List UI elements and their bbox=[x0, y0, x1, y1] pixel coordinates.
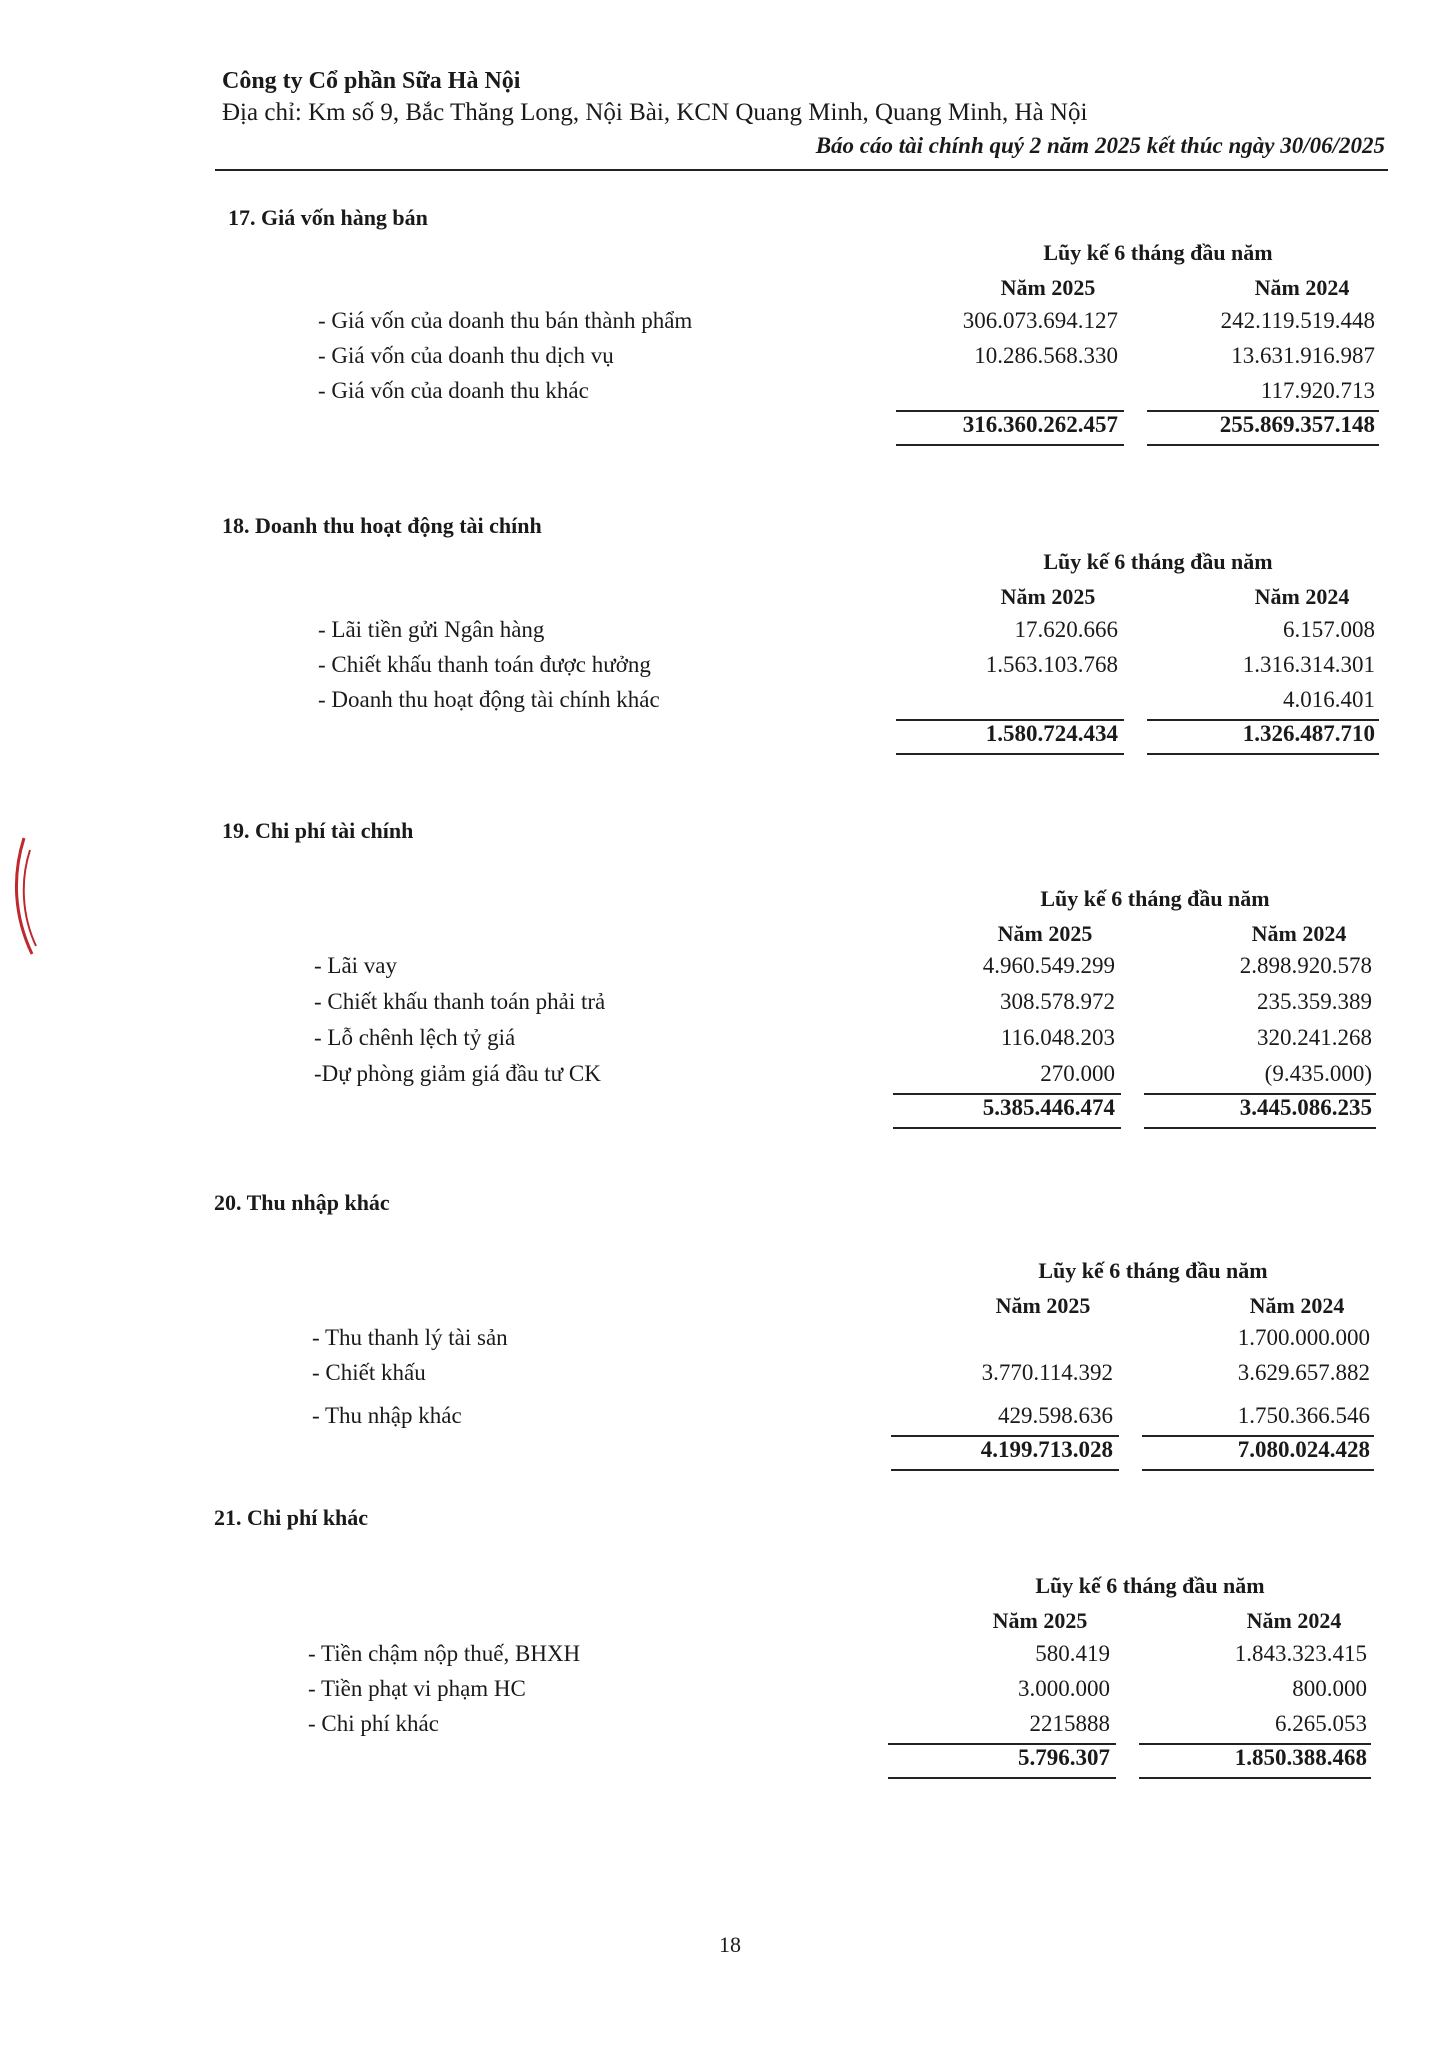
line-item-label: - Giá vốn của doanh thu dịch vụ bbox=[318, 343, 614, 368]
line-item-value-2025: 3.770.114.392 bbox=[981, 1360, 1113, 1385]
line-item-value-2025: 17.620.666 bbox=[1014, 617, 1118, 642]
total-value-2024: 3.445.086.235 bbox=[1239, 1095, 1372, 1120]
line-item-value-2025: 3.000.000 bbox=[1018, 1676, 1110, 1701]
column-header-2024: Năm 2024 bbox=[1254, 584, 1350, 609]
line-item-value-2025: 306.073.694.127 bbox=[962, 308, 1118, 333]
column-header-2025: Năm 2025 bbox=[992, 1608, 1088, 1633]
line-item-label: -Dự phòng giảm giá đầu tư CK bbox=[314, 1061, 601, 1086]
line-item-label: - Tiền phạt vi phạm HC bbox=[308, 1676, 526, 1701]
section-title: 17. Giá vốn hàng bán bbox=[228, 205, 428, 230]
line-item-label: - Thu thanh lý tài sản bbox=[312, 1325, 508, 1350]
line-item-value-2025: 429.598.636 bbox=[998, 1403, 1113, 1428]
total-rule-2024 bbox=[1142, 1469, 1374, 1471]
total-value-2024: 1.326.487.710 bbox=[1242, 721, 1375, 746]
line-item-value-2024: 235.359.389 bbox=[1257, 989, 1372, 1014]
column-header-2024: Năm 2024 bbox=[1251, 921, 1347, 946]
line-item-value-2024: 242.119.519.448 bbox=[1220, 308, 1375, 333]
line-item-value-2025: 10.286.568.330 bbox=[974, 343, 1118, 368]
line-item-label: - Chiết khấu thanh toán phải trả bbox=[314, 989, 606, 1014]
line-item-label: - Doanh thu hoạt động tài chính khác bbox=[318, 687, 660, 712]
section-title: 19. Chi phí tài chính bbox=[222, 818, 414, 843]
line-item-value-2024: 117.920.713 bbox=[1260, 378, 1375, 403]
total-rule-2025 bbox=[896, 753, 1124, 755]
total-rule-2024 bbox=[1147, 444, 1379, 446]
total-value-2024: 255.869.357.148 bbox=[1219, 412, 1375, 437]
column-header-2025: Năm 2025 bbox=[1000, 584, 1096, 609]
section-title: 20. Thu nhập khác bbox=[214, 1190, 390, 1215]
column-header-2025: Năm 2025 bbox=[995, 1293, 1091, 1318]
line-item-value-2024: 1.700.000.000 bbox=[1237, 1325, 1370, 1350]
column-group-header: Lũy kế 6 tháng đầu năm bbox=[1040, 886, 1270, 911]
page-number: 18 bbox=[719, 1932, 741, 1957]
section-title: 18. Doanh thu hoạt động tài chính bbox=[222, 513, 542, 538]
total-rule-2025 bbox=[888, 1777, 1116, 1779]
line-item-value-2024: 2.898.920.578 bbox=[1239, 953, 1372, 978]
line-item-value-2024: 13.631.916.987 bbox=[1231, 343, 1375, 368]
column-header-2024: Năm 2024 bbox=[1249, 1293, 1345, 1318]
line-item-value-2024: 800.000 bbox=[1292, 1676, 1367, 1701]
line-item-value-2024: (9.435.000) bbox=[1264, 1061, 1372, 1086]
line-item-label: - Thu nhập khác bbox=[312, 1403, 462, 1428]
company-name: Công ty Cổ phần Sữa Hà Nội bbox=[222, 68, 521, 94]
line-item-label: - Tiền chậm nộp thuế, BHXH bbox=[308, 1641, 581, 1666]
line-item-value-2024: 320.241.268 bbox=[1257, 1025, 1372, 1050]
total-value-2025: 5.796.307 bbox=[1018, 1745, 1110, 1770]
line-item-value-2025: 1.563.103.768 bbox=[985, 652, 1118, 677]
line-item-label: - Giá vốn của doanh thu bán thành phẩm bbox=[318, 308, 693, 333]
report-title: Báo cáo tài chính quý 2 năm 2025 kết thúc ngày 30/06/2025 bbox=[815, 133, 1385, 158]
column-group-header: Lũy kế 6 tháng đầu năm bbox=[1035, 1573, 1265, 1598]
total-rule-2025 bbox=[893, 1127, 1121, 1129]
line-item-value-2025: 2215888 bbox=[1029, 1711, 1110, 1736]
total-value-2025: 1.580.724.434 bbox=[985, 721, 1118, 746]
line-item-label: - Giá vốn của doanh thu khác bbox=[318, 378, 589, 403]
total-value-2025: 4.199.713.028 bbox=[980, 1437, 1113, 1462]
line-item-value-2024: 4.016.401 bbox=[1283, 687, 1375, 712]
line-item-label: - Chiết khấu thanh toán được hưởng bbox=[318, 652, 651, 677]
line-item-label: - Lỗ chênh lệch tỷ giá bbox=[314, 1025, 516, 1050]
line-item-value-2025: 270.000 bbox=[1040, 1061, 1115, 1086]
column-header-2024: Năm 2024 bbox=[1254, 275, 1350, 300]
column-group-header: Lũy kế 6 tháng đầu năm bbox=[1043, 549, 1273, 574]
line-item-value-2024: 1.316.314.301 bbox=[1242, 652, 1375, 677]
total-rule-2024 bbox=[1147, 753, 1379, 755]
column-header-2024: Năm 2024 bbox=[1246, 1608, 1342, 1633]
line-item-label: - Chiết khấu bbox=[312, 1360, 426, 1385]
section-title: 21. Chi phí khác bbox=[214, 1505, 369, 1530]
document-header bbox=[222, 66, 1390, 161]
company-address: Địa chỉ: Km số 9, Bắc Thăng Long, Nội Bài, KCN Quang Minh, Quang Minh, Hà Nội bbox=[222, 99, 1088, 126]
line-item-value-2025: 116.048.203 bbox=[1000, 1025, 1115, 1050]
total-value-2024: 1.850.388.468 bbox=[1234, 1745, 1367, 1770]
line-item-value-2024: 1.843.323.415 bbox=[1234, 1641, 1367, 1666]
total-rule-2025 bbox=[896, 444, 1124, 446]
column-group-header: Lũy kế 6 tháng đầu năm bbox=[1043, 240, 1273, 265]
line-item-label: - Lãi vay bbox=[314, 953, 398, 978]
column-header-2025: Năm 2025 bbox=[997, 921, 1093, 946]
line-item-label: - Lãi tiền gửi Ngân hàng bbox=[318, 617, 545, 642]
total-value-2024: 7.080.024.428 bbox=[1237, 1437, 1370, 1462]
column-header-2025: Năm 2025 bbox=[1000, 275, 1096, 300]
column-group-header: Lũy kế 6 tháng đầu năm bbox=[1038, 1258, 1268, 1283]
line-item-value-2024: 6.157.008 bbox=[1283, 617, 1375, 642]
total-rule-2025 bbox=[891, 1469, 1119, 1471]
stamp-mark-icon bbox=[10, 836, 40, 956]
line-item-label: - Chi phí khác bbox=[308, 1711, 439, 1736]
total-rule-2024 bbox=[1139, 1777, 1371, 1779]
total-value-2025: 316.360.262.457 bbox=[962, 412, 1118, 437]
line-item-value-2024: 6.265.053 bbox=[1275, 1711, 1367, 1736]
line-item-value-2025: 308.578.972 bbox=[1000, 989, 1115, 1014]
line-item-value-2024: 1.750.366.546 bbox=[1237, 1403, 1370, 1428]
line-item-value-2024: 3.629.657.882 bbox=[1237, 1360, 1370, 1385]
total-value-2025: 5.385.446.474 bbox=[982, 1095, 1115, 1120]
line-item-value-2025: 4.960.549.299 bbox=[982, 953, 1115, 978]
header-divider bbox=[215, 169, 1388, 171]
line-item-value-2025: 580.419 bbox=[1035, 1641, 1110, 1666]
total-rule-2024 bbox=[1144, 1127, 1376, 1129]
